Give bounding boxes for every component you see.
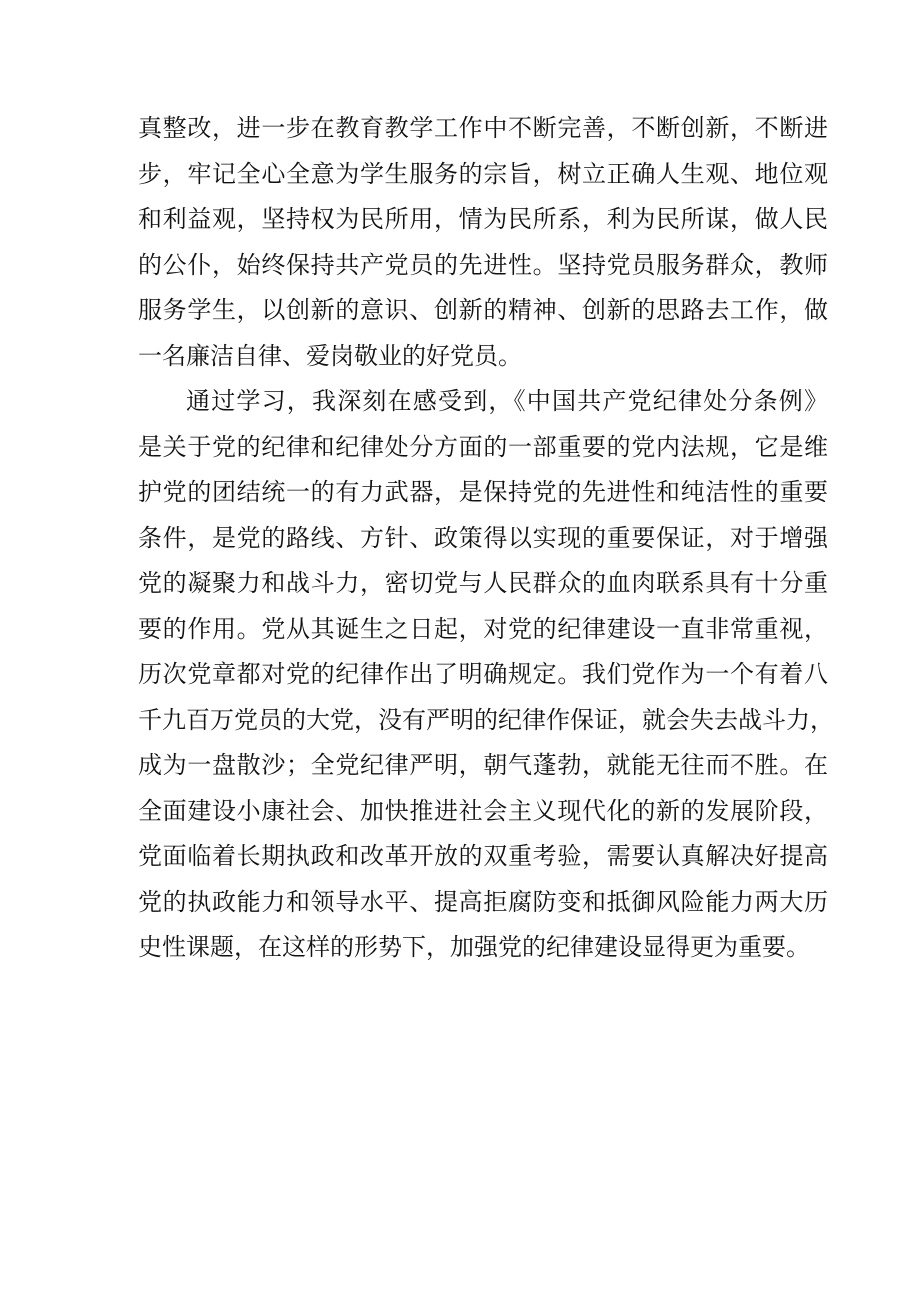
paragraph-line: 党的凝聚力和战斗力，密切党与人民群众的血肉联系具有十分重 — [138, 569, 828, 597]
paragraph-1 — [138, 106, 828, 379]
paragraph-2 — [138, 379, 834, 971]
paragraph-line: 是关于党的纪律和纪律处分方面的一部重要的党内法规，它是维 — [138, 432, 828, 461]
paragraph-line: 千九百万党员的大党，没有严明的纪律作保证，就会失去战斗力， — [138, 705, 834, 734]
paragraph-line: 的公仆，始终保持共产党员的先进性。坚持党员服务群众，教师 — [138, 250, 828, 279]
paragraph-line: 全面建设小康社会、加快推进社会主义现代化的新的发展阶段， — [138, 796, 828, 825]
paragraph-line: 护党的团结统一的有力武器，是保持党的先进性和纯洁性的重要 — [138, 478, 828, 506]
paragraph-line: 党的执政能力和领导水平、提高拒腐防变和抵御风险能力两大历 — [138, 887, 828, 916]
paragraph-line: 步，牢记全心全意为学生服务的宗旨，树立正确人生观、地位观 — [138, 159, 828, 188]
paragraph-line: 和利益观，坚持权为民所用，情为民所系，利为民所谋，做人民 — [138, 205, 828, 233]
paragraph-line: 服务学生，以创新的意识、创新的精神、创新的思路去工作，做 — [138, 296, 828, 324]
paragraph-line: 真整改，进一步在教育教学工作中不断完善，不断创新，不断进 — [138, 114, 828, 142]
paragraph-line: 史性课题，在这样的形势下，加强党的纪律建设显得更为重要。 — [138, 933, 810, 961]
paragraph-line: 通过学习，我深刻在感受到，《中国共产党纪律处分条例》 — [186, 387, 828, 415]
paragraph-line: 一名廉洁自律、爱岗敬业的好党员。 — [138, 341, 522, 370]
paragraph-line: 条件，是党的路线、方针、政策得以实现的重要保证，对于增强 — [138, 523, 828, 552]
paragraph-line: 要的作用。党从其诞生之日起，对党的纪律建设一直非常重视， — [138, 614, 828, 643]
paragraph-line: 历次党章都对党的纪律作出了明确规定。我们党作为一个有着八 — [138, 660, 828, 688]
paragraph-line: 成为一盘散沙；全党纪律严明，朝气蓬勃，就能无往而不胜。在 — [138, 751, 828, 779]
paragraph-line: 党面临着长期执政和改革开放的双重考验，需要认真解决好提高 — [138, 842, 828, 870]
